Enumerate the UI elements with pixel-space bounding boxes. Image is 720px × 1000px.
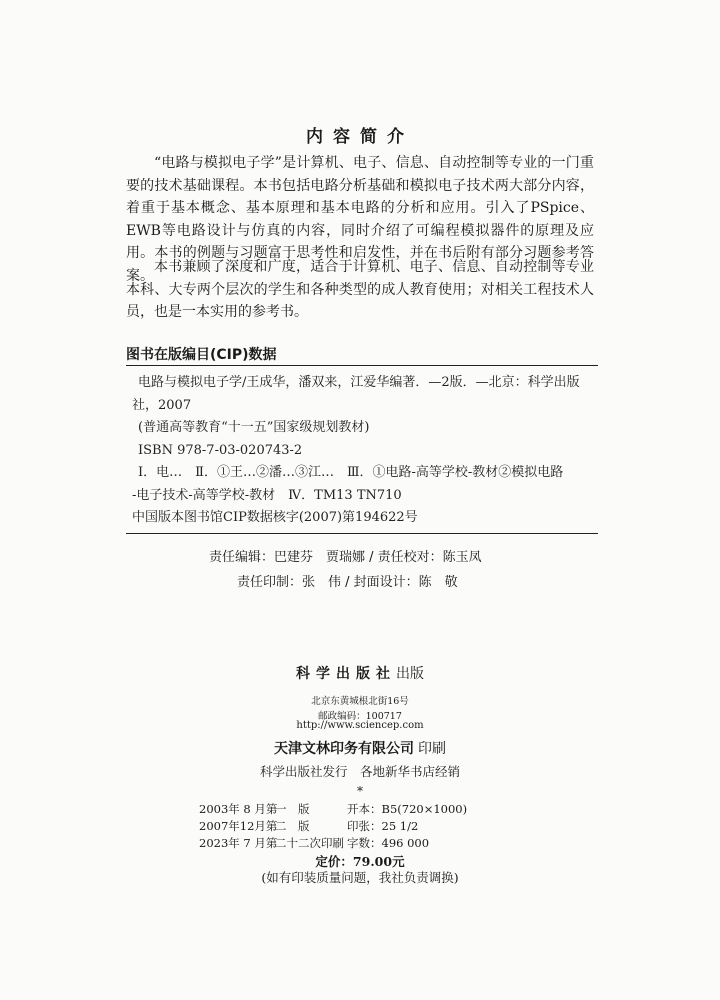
edition-order: 二十二次印刷: [275, 836, 344, 850]
publisher-address: 北京东黄城根北街16号: [311, 696, 409, 707]
cip-block: [132, 372, 594, 530]
edition-spec: 字数：496 000: [347, 836, 430, 850]
publisher-postcode: 邮政编码：100717: [318, 711, 402, 722]
cip-rule-bottom: [126, 533, 598, 534]
edition-row: [199, 818, 418, 834]
edition-order: 二 版: [275, 819, 310, 833]
edition-date: 2007年12月第: [199, 819, 278, 833]
publisher-suffix: 出版: [396, 666, 424, 682]
edition-order: 一 版: [275, 802, 310, 816]
printer-name: 天津文林印务有限公司: [274, 741, 414, 757]
intro-paragraph-1: “电路与模拟电子学”是计算机、电子、信息、自动控制等专业的一门重要的技术基础课程。本书包括电路分析基础和模拟电子技术两大部分内容，着重于基本概念、基本原理和基本电路的分析和应用。引入了PSpice、EWB等电路设计与仿真的内容，同时介绍了可编程模拟器件的原理及应用。本书的例题与习题富于思考性和启发性，并在书后附有部分习题参考答案。: [126, 155, 594, 284]
separator-star: *: [357, 784, 363, 798]
cip-line-isbn: ISBN 978-7-03-020743-2: [138, 442, 303, 458]
quality-note: (如有印装质量问题，我社负责调换): [261, 870, 459, 885]
cip-line-series: (普通高等教育“十一五”国家级规划教材): [138, 420, 370, 435]
intro-paragraph-2: 本书兼顾了深度和广度，适合于计算机、电子、信息、自动控制等专业本科、大专两个层次的学生和各种类型的成人教育使用；对相关工程技术人员，也是一本实用的参考书。: [126, 259, 594, 320]
credits-production: 责任印制：张 伟 / 封面设计：陈 敬: [237, 575, 458, 590]
printer-suffix: 印刷: [418, 741, 446, 757]
edition-spec: 印张：25 1/2: [347, 819, 419, 833]
edition-date: 2023年 7 月第: [199, 836, 278, 850]
printer-line: [0, 738, 720, 758]
cip-line-publisher: 社，2007: [132, 397, 192, 413]
publisher-url: http://www.sciencep.com: [296, 720, 424, 731]
cip-line-title: 电路与模拟电子学/王成华，潘双来，江爱华编著．—2版．—北京：科学出版: [138, 375, 580, 390]
distribution-line: 科学出版社发行 各地新华书店经销: [259, 764, 460, 779]
credits-editors: 责任编辑：巴建芬 贾瑞娜 / 责任校对：陈玉凤: [209, 550, 482, 565]
cip-line-record-number: 中国版本图书馆CIP数据核字(2007)第194622号: [132, 510, 418, 525]
cip-line-classification-cont: -电子技术-高等学校-教材 Ⅳ．TM13 TN710: [132, 487, 402, 503]
cip-line-classification: Ⅰ．电… Ⅱ．①王…②潘…③江… Ⅲ．①电路-高等学校-教材②模拟电路: [138, 465, 564, 480]
edition-row: [199, 801, 467, 817]
edition-spec: 开本：B5(720×1000): [347, 802, 468, 816]
edition-row: [199, 835, 429, 851]
cip-rule-top: [126, 365, 598, 366]
section-title: 内容简介: [306, 127, 414, 147]
publisher-line: [0, 663, 720, 683]
price: 定价：79.00元: [315, 854, 405, 869]
publisher-name: 科学出版社: [296, 666, 396, 682]
edition-date: 2003年 8 月第: [199, 802, 278, 816]
cip-heading: 图书在版编目(CIP)数据: [126, 347, 277, 363]
